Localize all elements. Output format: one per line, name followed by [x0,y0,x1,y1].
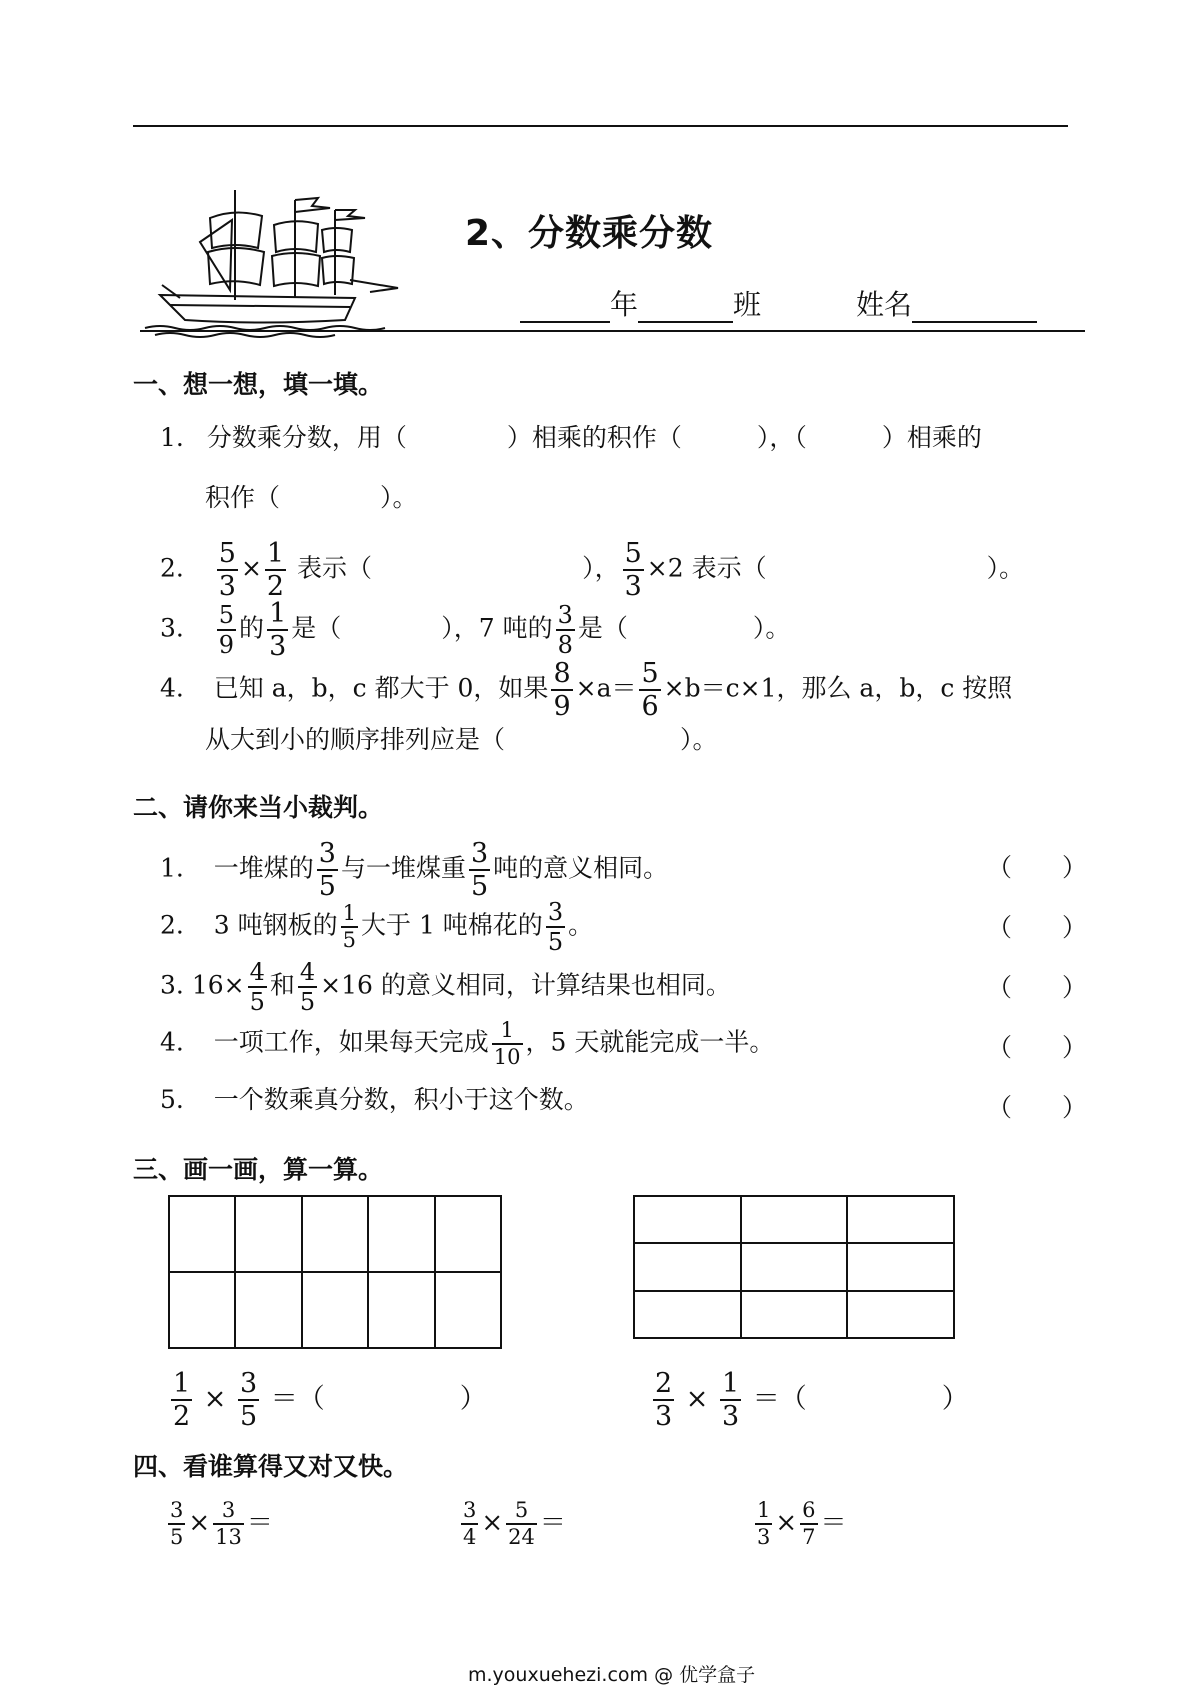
fraction: $\frac{1}{2}$ [173,1368,191,1432]
s1-q3-t2: 是（ ），7 吨的 [291,613,553,643]
s2-q1-t2: 与一堆煤重 [340,853,466,883]
class-blank[interactable] [638,291,733,323]
s1-q2-t2: ）， [582,553,620,583]
s1-q2-t4: ）。 [986,553,1025,583]
q-number: 4. [160,1027,184,1057]
s1-q2-t1: 表示（ [297,553,373,583]
equals-sign: ＝ [539,1508,566,1538]
header-bottom-rule [140,330,1085,332]
q-number: 4. [160,673,184,703]
s1-q4-t3: ×b＝c×1，那么 a，b，c 按照 [663,673,1013,703]
grid-2x5[interactable] [168,1195,502,1349]
fraction: $\frac{1}{5}$ [342,901,356,952]
name-blank[interactable] [912,291,1037,323]
equals-sign: ＝ [820,1508,847,1538]
grade-blank[interactable] [520,291,610,323]
times-sign: × [481,1508,504,1538]
q-number: 1. [160,423,184,452]
s3-eq1-rest: ＝（ ） [270,1383,487,1415]
footer-watermark: m.youxuehezi.com @ 优学盒子 [468,1664,756,1686]
q-number: 2. [160,910,184,940]
fraction: $\frac{2}{3}$ [655,1368,673,1432]
s2-q4-t1: 一项工作，如果每天完成 [213,1027,489,1057]
s2-q3 [160,960,731,1014]
s2-q5 [160,1080,589,1120]
s3-eq1 [168,1370,487,1430]
q-number: 3. [160,970,184,1000]
times-sign: × [188,1508,211,1538]
section-4-heading: 四、看谁算得又对又快。 [133,1452,409,1481]
class-label: 班 [733,288,762,321]
fraction: $\frac{3}{5}$ [170,1498,184,1549]
section-2-heading: 二、请你来当小裁判。 [133,793,384,822]
s3-eq2-rest: ＝（ ） [752,1383,969,1415]
grid-3x3[interactable] [633,1195,955,1339]
fraction: $\frac{4}{5}$ [249,958,265,1016]
s2-q2-t1: 3 吨钢板的 [213,910,338,940]
fraction: $\frac{1}{3}$ [757,1498,771,1549]
times-sign: × [240,553,262,583]
fraction: $\frac{3}{13}$ [215,1498,242,1549]
s2-q3-t3: ×16 的意义相同，计算结果也相同。 [320,970,731,1000]
s1-q4-t1: 已知 a，b，c 都大于 0，如果 [213,673,549,703]
judge-mark-2[interactable]: （ ） [987,913,1088,942]
fraction: $\frac{1}{10}$ [493,1018,521,1069]
s1-q3-t1: 的 [239,613,265,643]
s2-q2-t2: 大于 1 吨棉花的 [361,910,543,940]
s2-q4 [160,1020,774,1068]
page-title: 2、分数乘分数 [465,213,714,254]
equals-sign: ＝ [246,1508,273,1538]
s2-q2 [160,900,593,954]
q-number: 3. [160,613,184,643]
s1-q4-t2: ×a＝ [575,673,637,703]
s1-q1-line1 [160,418,982,458]
s1-q1-line2 [205,478,418,518]
s2-q3-t1: 16× [191,970,245,1000]
s2-q2-t3: 。 [568,910,594,940]
fraction: $\frac{1}{2}$ [266,538,285,602]
judge-mark-3[interactable]: （ ） [987,973,1088,1002]
s2-q1 [160,840,668,900]
s2-q1-t1: 一堆煤的 [213,853,314,883]
student-info [520,283,1037,319]
q-number: 2. [160,553,184,583]
q-number: 5. [160,1085,184,1114]
s2-q1-t3: 吨的意义相同。 [493,853,669,883]
judge-mark-5[interactable]: （ ） [987,1093,1088,1122]
q-number: 1. [160,853,184,883]
fraction: $\frac{6}{7}$ [802,1498,816,1549]
judge-mark-4[interactable]: （ ） [987,1033,1088,1062]
s1-q3-t3: 是（ ）。 [577,613,791,643]
s1-q2-t3: ×2 表示（ [646,553,767,583]
s4-problem-3 [752,1500,847,1548]
s1-q4-line1 [160,660,1012,720]
times-sign: × [685,1383,709,1415]
fraction: $\frac{1}{3}$ [722,1368,740,1432]
fraction: $\frac{3}{5}$ [470,838,489,902]
fraction: $\frac{1}{3}$ [269,598,287,662]
s2-q4-t2: ，5 天就能完成一半。 [525,1027,775,1057]
s1-q4-text2: 从大到小的顺序排列应是（ ）。 [205,725,718,754]
times-sign: × [775,1508,798,1538]
s1-q4-line2 [205,720,718,760]
s3-eq2 [650,1370,969,1430]
fraction: $\frac{5}{24}$ [508,1498,535,1549]
fraction: $\frac{5}{9}$ [218,601,235,659]
s4-problem-1 [165,1500,273,1548]
grade-label: 年 [610,288,639,321]
fraction: $\frac{5}{3}$ [624,538,642,602]
judge-mark-1[interactable]: （ ） [987,853,1088,882]
fraction: $\frac{5}{6}$ [641,658,659,722]
fraction: $\frac{3}{5}$ [240,1368,258,1432]
top-rule [133,125,1068,127]
fraction: $\frac{8}{9}$ [553,658,571,722]
s2-q3-t2: 和 [269,970,295,1000]
fraction: $\frac{4}{5}$ [299,958,316,1016]
s1-q1-text1: 分数乘分数，用（ ）相乘的积作（ ），（ ）相乘的 [206,423,982,452]
fraction: $\frac{3}{4}$ [463,1498,477,1549]
s1-q2 [160,540,1024,600]
section-1-heading: 一、想一想，填一填。 [133,370,384,399]
times-sign: × [203,1383,227,1415]
fraction: $\frac{5}{3}$ [218,538,236,602]
s1-q3 [160,600,790,660]
s2-q5-t1: 一个数乘真分数，积小于这个数。 [213,1085,589,1114]
name-label: 姓名 [856,288,913,321]
fraction: $\frac{3}{8}$ [557,601,573,659]
sailing-ship-illustration [140,180,440,340]
s4-problem-2 [458,1500,566,1548]
s1-q1-text2: 积作（ ）。 [205,483,418,512]
section-3-heading: 三、画一画，算一算。 [133,1155,384,1184]
fraction: $\frac{3}{5}$ [547,898,564,956]
fraction: $\frac{3}{5}$ [318,838,336,902]
